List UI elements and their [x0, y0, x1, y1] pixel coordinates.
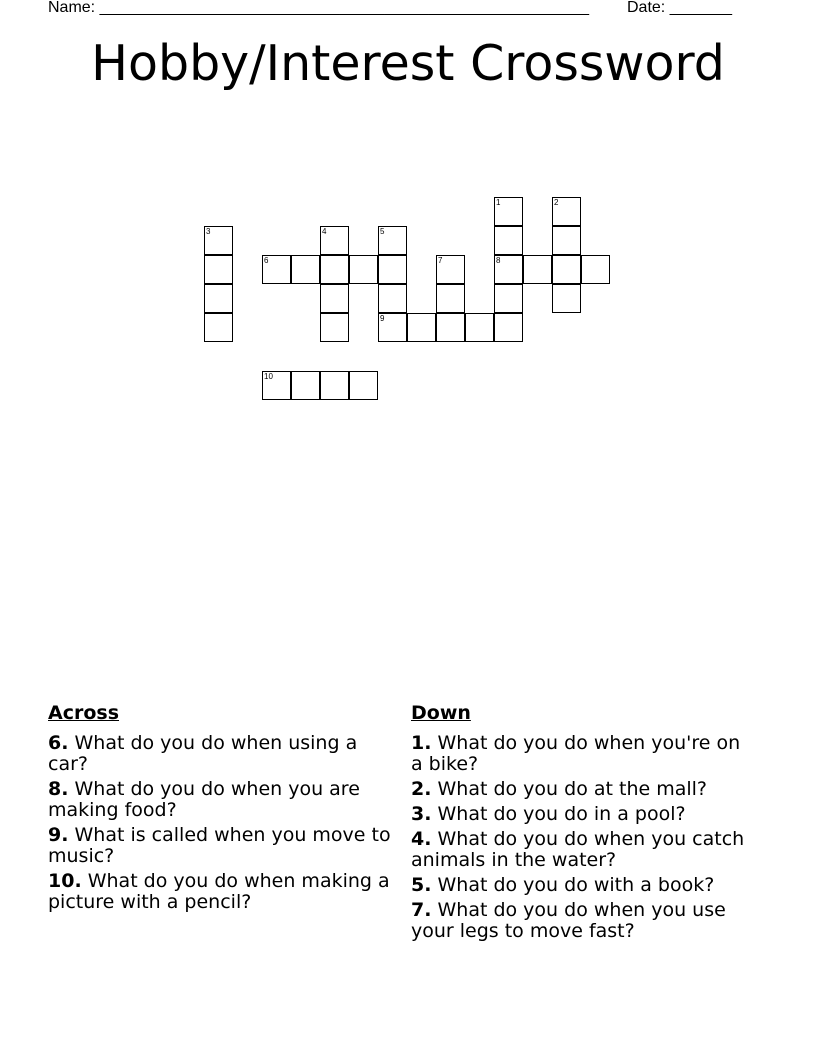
- grid-cell[interactable]: [436, 284, 465, 313]
- grid-cell[interactable]: [204, 226, 233, 255]
- clue-number: 2: [554, 198, 559, 207]
- across-clues: [48, 703, 398, 917]
- grid-cell[interactable]: [378, 284, 407, 313]
- clue-number: 8: [496, 256, 501, 265]
- grid-cell[interactable]: [465, 313, 494, 342]
- grid-cell[interactable]: [349, 255, 378, 284]
- clue-number: 5: [380, 227, 385, 236]
- down-heading: Down: [411, 702, 471, 724]
- clue-down-4: 4. What do you do when you catch animals in the water?: [411, 828, 745, 871]
- grid-cell[interactable]: [320, 255, 349, 284]
- clue-across-9: 9. What is called when you move to music?: [48, 824, 391, 867]
- grid-cell[interactable]: [204, 255, 233, 284]
- grid-cell[interactable]: [204, 313, 233, 342]
- grid-cell[interactable]: [581, 255, 610, 284]
- clue-number: 10: [264, 372, 273, 381]
- grid-cell[interactable]: [378, 313, 407, 342]
- clue-down-3: 3. What do you do in a pool?: [411, 803, 686, 825]
- grid-cell[interactable]: [262, 371, 291, 400]
- clue-across-6: 6. What do you do when using a car?: [48, 732, 358, 775]
- grid-cell[interactable]: [552, 284, 581, 313]
- clue-number: 7: [438, 256, 443, 265]
- grid-cell[interactable]: [494, 313, 523, 342]
- grid-cell[interactable]: [349, 371, 378, 400]
- grid-cell[interactable]: [494, 226, 523, 255]
- grid-cell[interactable]: [494, 197, 523, 226]
- clue-number: 9: [380, 314, 385, 323]
- grid-cell[interactable]: [320, 371, 349, 400]
- name-field: Name: _______________________________________________________: [48, 0, 589, 16]
- grid-cell[interactable]: [407, 313, 436, 342]
- grid-cell[interactable]: [436, 255, 465, 284]
- clue-number: 6: [264, 256, 269, 265]
- grid-cell[interactable]: [494, 284, 523, 313]
- clue-down-5: 5. What do you do with a book?: [411, 874, 715, 896]
- grid-cell[interactable]: [320, 284, 349, 313]
- across-heading: Across: [48, 702, 120, 724]
- grid-cell[interactable]: [523, 255, 552, 284]
- page-title: Hobby/Interest Crossword: [91, 35, 725, 92]
- clue-down-1: 1. What do you do when you're on a bike?: [411, 732, 741, 775]
- clue-down-7: 7. What do you do when you use your legs to move fast?: [411, 899, 726, 942]
- grid-cell[interactable]: [378, 255, 407, 284]
- grid-cell[interactable]: [291, 255, 320, 284]
- grid-cell[interactable]: [552, 197, 581, 226]
- clue-across-10: 10. What do you do when making a picture with a pencil?: [48, 870, 390, 913]
- clue-number: 3: [206, 227, 211, 236]
- grid-cell[interactable]: [262, 255, 291, 284]
- clue-number: 1: [496, 198, 501, 207]
- grid-cell[interactable]: [552, 226, 581, 255]
- clue-number: 4: [322, 227, 327, 236]
- down-clues: [411, 703, 756, 946]
- grid-cell[interactable]: [494, 255, 523, 284]
- grid-cell[interactable]: [204, 284, 233, 313]
- clue-down-2: 2. What do you do at the mall?: [411, 778, 708, 800]
- date-field: Date: _______: [627, 0, 732, 16]
- grid-cell[interactable]: [378, 226, 407, 255]
- grid-cell[interactable]: [320, 313, 349, 342]
- clue-across-8: 8. What do you do when you are making food?: [48, 778, 360, 821]
- grid-cell[interactable]: [552, 255, 581, 284]
- grid-cell[interactable]: [320, 226, 349, 255]
- grid-cell[interactable]: [291, 371, 320, 400]
- grid-cell[interactable]: [436, 313, 465, 342]
